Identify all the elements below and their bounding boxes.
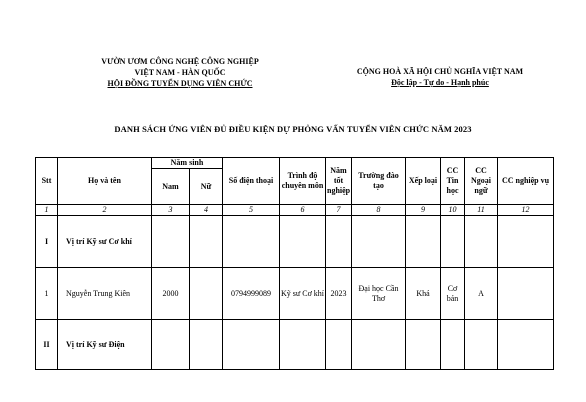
cell-school: Đại học Cần Thơ	[352, 268, 406, 320]
col-name-header: Họ và tên	[58, 158, 152, 205]
col-number: 2	[58, 205, 152, 216]
col-number: 12	[498, 205, 554, 216]
cell-phone: 0794999089	[223, 268, 280, 320]
section-title: Vị trí Kỹ sư Điện	[58, 320, 152, 370]
col-female-header: Nữ	[190, 169, 223, 205]
section-title: Vị trí Kỹ sư Cơ khí	[58, 216, 152, 268]
col-number: 8	[352, 205, 406, 216]
col-male-header: Nam	[152, 169, 190, 205]
col-rank-header: Xếp loại	[406, 158, 441, 205]
col-number: 7	[326, 205, 352, 216]
cell-name: Nguyễn Trung Kiên	[58, 268, 152, 320]
col-number: 11	[465, 205, 498, 216]
org-line-3: HỘI ĐỒNG TUYỂN DỤNG VIÊN CHỨC	[107, 79, 253, 88]
cell-grad-year: 2023	[326, 268, 352, 320]
col-number: 10	[441, 205, 465, 216]
organization-header	[60, 56, 300, 89]
cell-male: 2000	[152, 268, 190, 320]
col-prof-cert-header: CC nghiệp vụ	[498, 158, 554, 205]
col-birth-year-header: Năm sinh	[152, 158, 223, 169]
col-stt-header: Stt	[36, 158, 58, 205]
col-number: 1	[36, 205, 58, 216]
candidate-table	[35, 157, 554, 370]
cell-prof-cert	[498, 268, 554, 320]
col-number: 4	[190, 205, 223, 216]
cell-rank: Khá	[406, 268, 441, 320]
cell-lang-cert: A	[465, 268, 498, 320]
country-name: CỘNG HOÀ XÃ HỘI CHỦ NGHĨA VIỆT NAM	[356, 67, 524, 76]
col-number: 9	[406, 205, 441, 216]
section-code: I	[36, 216, 58, 268]
section-row-mechanical	[36, 216, 554, 268]
country-motto: Độc lập - Tự do - Hạnh phúc	[391, 78, 489, 87]
col-lang-cert-header: CC Ngoại ngữ	[465, 158, 498, 205]
col-number: 5	[223, 205, 280, 216]
col-it-cert-header: CC Tin học	[441, 158, 465, 205]
section-row-electrical	[36, 320, 554, 370]
cell-it-cert: Cơ bản	[441, 268, 465, 320]
document-title: DANH SÁCH ỨNG VIÊN ĐỦ ĐIỀU KIỆN DỰ PHỎNG VẤN TUYỂN VIÊN CHỨC NĂM 2023	[114, 124, 472, 134]
org-line-2: VIỆT NAM - HÀN QUỐC	[134, 68, 226, 77]
cell-qualification: Kỹ sư Cơ khí	[280, 268, 326, 320]
col-qualification-header: Trình độ chuyên môn	[280, 158, 326, 205]
col-number: 3	[152, 205, 190, 216]
table-row	[36, 268, 554, 320]
header-row-1	[36, 158, 554, 169]
org-line-1: VƯỜN ƯƠM CÔNG NGHỆ CÔNG NGHIỆP	[101, 57, 259, 66]
col-phone-header: Số điện thoại	[223, 158, 280, 205]
national-header	[340, 66, 540, 88]
col-number: 6	[280, 205, 326, 216]
cell-female	[190, 268, 223, 320]
section-code: II	[36, 320, 58, 370]
cell-stt: 1	[36, 268, 58, 320]
col-grad-year-header: Năm tốt nghiệp	[326, 158, 352, 205]
col-school-header: Trường đào tạo	[352, 158, 406, 205]
column-number-row	[36, 205, 554, 216]
